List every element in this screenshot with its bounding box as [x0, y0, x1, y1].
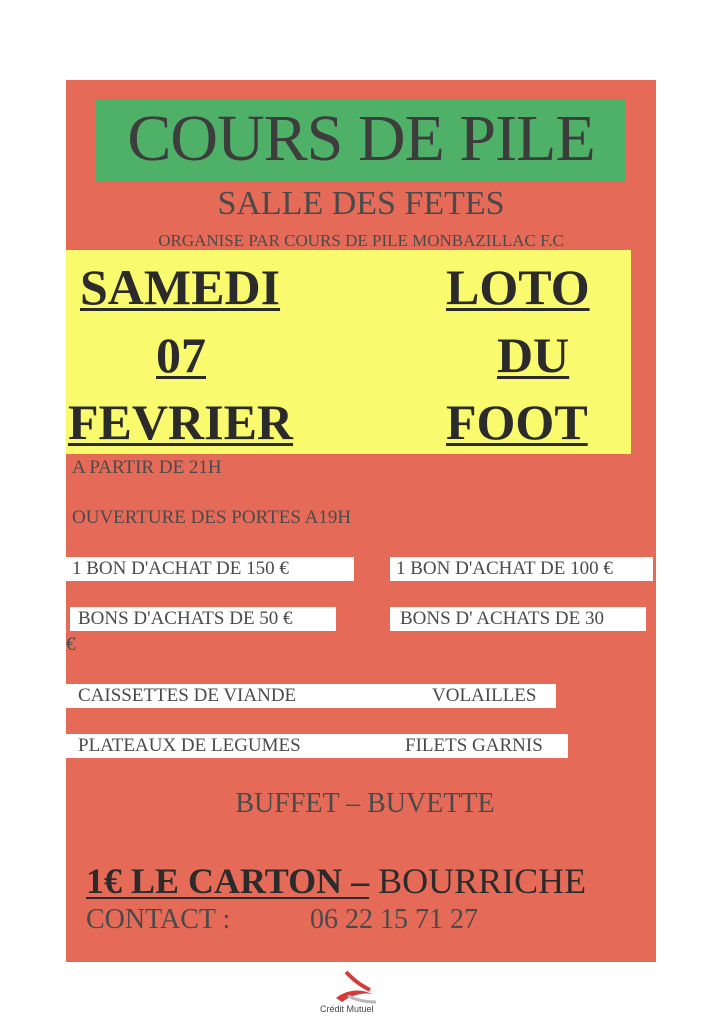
prize-5: CAISSETTES DE VIANDE — [66, 684, 556, 708]
prize-1: 1 BON D'ACHAT DE 150 € — [66, 557, 354, 581]
date-month: FEVRIER — [68, 394, 294, 450]
start-time: A PARTIR DE 21H — [72, 457, 222, 478]
prize-4: BONS D' ACHATS DE 30 — [390, 607, 646, 631]
prize-4-continued: € — [66, 634, 76, 655]
price: 1€ LE CARTON – — [86, 861, 370, 901]
venue: SALLE DES FETES — [217, 185, 505, 222]
prize-8: FILETS GARNIS — [405, 735, 543, 756]
contact-label: CONTACT : — [86, 904, 231, 935]
doors-open: OUVERTURE DES PORTES A19H — [72, 507, 352, 528]
sponsor-name: Crédit Mutuel — [320, 1004, 374, 1014]
prize-7: PLATEAUX DE LEGUMES — [66, 734, 568, 758]
event-line-3: FOOT — [446, 394, 588, 450]
buffet-buvette: BUFFET – BUVETTE — [235, 788, 495, 819]
price-line — [86, 860, 586, 902]
organizer: ORGANISE PAR COURS DE PILE MONBAZILLAC F.C — [158, 231, 564, 250]
date-number: 07 — [156, 327, 206, 383]
event-line-1: LOTO — [446, 259, 590, 315]
poster-title: COURS DE PILE — [127, 102, 595, 175]
prize-2: 1 BON D'ACHAT DE 100 € — [390, 557, 653, 581]
prize-6: VOLAILLES — [432, 685, 537, 706]
date-day: SAMEDI — [80, 259, 281, 315]
contact-phone: 06 22 15 71 27 — [310, 904, 478, 935]
event-line-2: DU — [497, 327, 570, 383]
bourriche: BOURRICHE — [369, 861, 587, 901]
prize-3: BONS D'ACHATS DE 50 € — [70, 607, 336, 631]
